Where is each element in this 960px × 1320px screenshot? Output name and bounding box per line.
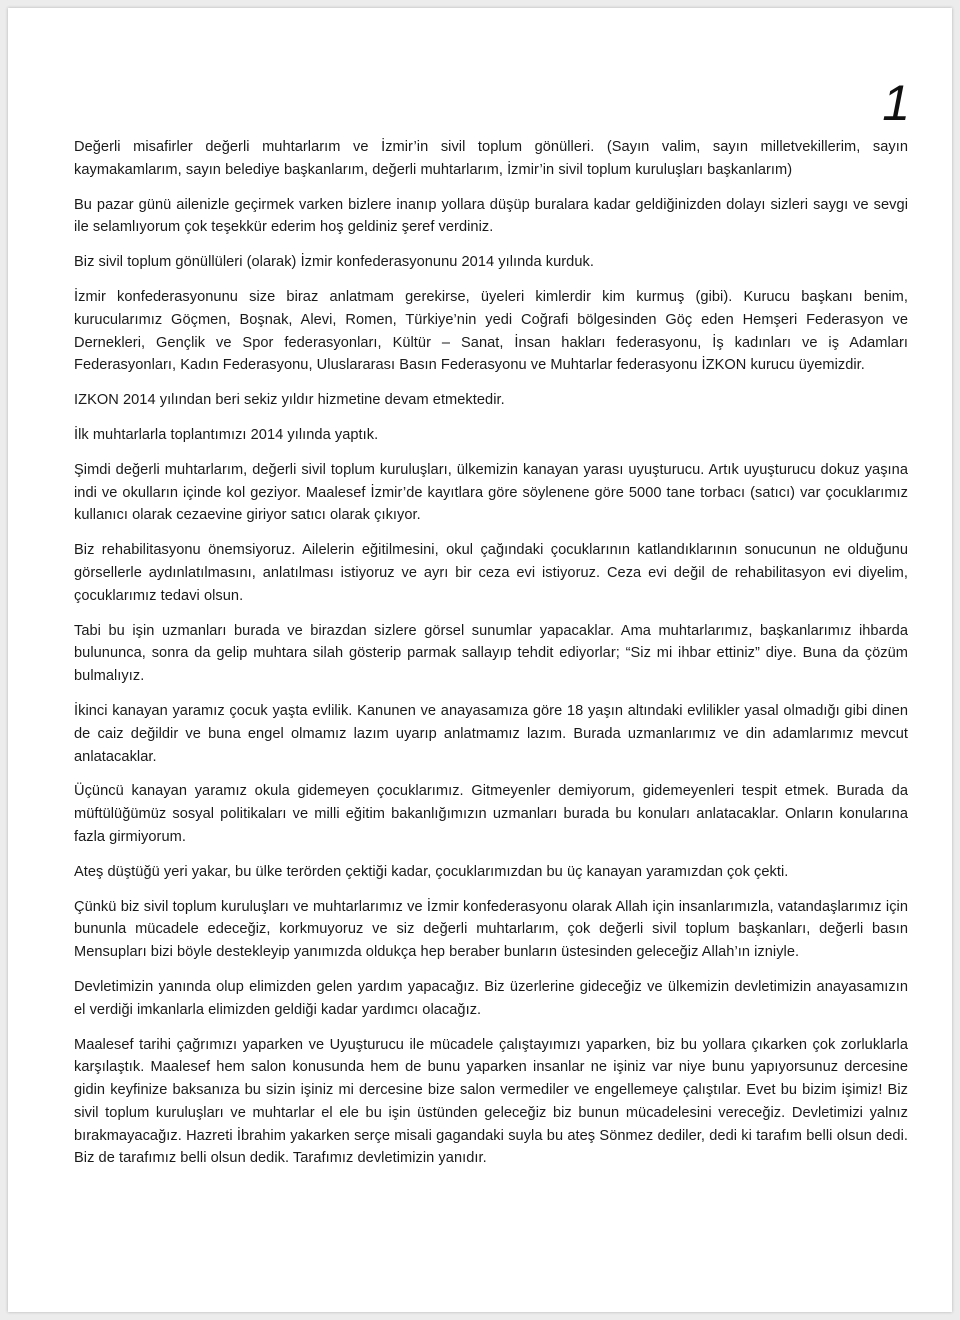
paragraph: İkinci kanayan yaramız çocuk yaşta evlilik. Kanunen ve anayasamıza göre 18 yaşın altındaki evlilikler yasal olmadığı gibi dinen de caiz değildir ve buna engel olmamız lazım uyarıp anlatmamız lazım. Burada uzmanlarımız ve din adamlarımız mevcut anlatacaklar. — [74, 702, 908, 765]
paragraph: Biz rehabilitasyonu önemsiyoruz. Ailelerin eğitilmesini, okul çağındaki çocuklarının katlandıklarının sonucunun ne olduğunu görsellerle aydınlatılmasını, anlatılması istiyoruz ve ayrı bir ceza evi istiyoruz. Ceza evi değil de rehabilitasyon evi diyelim, çocuklarımız tedavi olsun. — [74, 542, 908, 604]
paragraph: IZKON 2014 yılından beri sekiz yıldır hizmetine devam etmektedir. — [74, 392, 505, 409]
paragraph: Devletimizin yanında olup elimizden gelen yardım yapacağız. Biz üzerlerine gideceğiz ve ülkemizin devletimizin anayasamızın el verdiği imkanlarla elimizden geldiği kadar yardımcı olacağız. — [74, 978, 908, 1018]
page-number: 1 — [882, 75, 910, 131]
paragraph: Tabi bu işin uzmanları burada ve birazdan sizlere görsel sunumlar yapacaklar. Ama muhtarlarımız, başkanlarımız ihbarda bulununca, sonra da gelip muhtara silah gösterip parmak sallayıp tehdit ediyorlar; “Siz mi ihbar ettiniz” diye. Buna da çözüm bulmalıyız. — [74, 622, 908, 685]
paragraph: İlk muhtarlarla toplantımızı 2014 yılında yaptık. — [74, 426, 379, 443]
paragraph: Ateş düştüğü yeri yakar, bu ülke terörden çektiği kadar, çocuklarımızdan bu üç kanayan yaramızdan çok çekti. — [74, 863, 789, 880]
paragraph: İzmir konfederasyonunu size biraz anlatmam gerekirse, üyeleri kimlerdir kim kurmuş (gibi). Kurucu başkanı benim, kurucularımız Göçmen, Boşnak, Alevi, Romen, Türkiye’nin yedi Coğrafi bölgesinden Göç eden Hemşeri Federasyon ve Dernekleri, Gençlik ve Spor federasyonları, Kültür – Sanat, İnsan hakları federasyonu, İş kadınları ve iş Adamları Federasyonları, Kadın Federasyonu, Uluslararası Basın Federasyonu ve Muhtarlar federasyonu İZKON kurucu üyemizdir. — [74, 288, 908, 374]
paragraph: Çünkü biz sivil toplum kuruluşları ve muhtarlarımız ve İzmir konfederasyonu olarak Allah için insanlarımızla, vatandaşlarımız için bununla mücadele edeceğiz, korkmuyoruz ve siz değerli muhtarlarım, çok değerli sivil toplum başkanları, değerli basın Mensupları bizi böyle destekleyip yanımızda oldukça hep beraber bunların üstesinden geleceğiz Allah’ın izniyle. — [74, 898, 908, 961]
paragraph: Bu pazar günü ailenizle geçirmek varken bizlere inanıp yollara düşüp buralara kadar geldiğinizden dolayı sizleri saygı ve sevgi ile selamlıyorum çok teşekkür ederim hoş geldiniz şeref verdiniz. — [74, 196, 908, 236]
paragraph: Şimdi değerli muhtarlarım, değerli sivil toplum kuruluşları, ülkemizin kanayan yarası uyuşturucu. Artık uyuşturucu dokuz yaşına indi ve okulların içinde kol geziyor. Maalesef İzmir’de kayıtlara göre söylenene göre 5000 tane torbacı (satıcı) var çocuklarımız kullanıcı olarak cezaevine giriyor satıcı olarak çıkıyor. — [74, 461, 908, 524]
paragraph: Maalesef tarihi çağrımızı yaparken ve Uyuşturucu ile mücadele çalıştayımızı yaparken, biz bu yollara çıkarken çok zorluklarla karşılaştık. Maalesef hem salon konusunda hem de bunu yaparken insanlar ne işiniz var niye bunu yapıyorsunuz dercesine gidin keyfinize baksanıza bu sizin işiniz mi dercesine bize salon vermediler ve engellemeye çalıştılar. Evet bu bizim işimiz! Biz sivil toplum kuruluşları ve muhtarlar el ele bu işin üstünden geleceğiz biz bunun mücadelesini vereceğiz. Devletimizi yalnız bırakmayacağız. Hazreti İbrahim yakarken serçe misali gagandaki suyla bu ateş Sönmez dediler, dedi ki tarafım belli olsun dedi. Biz de tarafımız belli olsun dedik. Tarafımız devletimizin yanıdır. — [74, 1036, 908, 1167]
paragraph: Biz sivil toplum gönüllüleri (olarak) İzmir konfederasyonunu 2014 yılında kurduk. — [74, 254, 594, 271]
document-page — [8, 8, 952, 1312]
paragraph: Değerli misafirler değerli muhtarlarım ve İzmir’in sivil toplum gönülleri. (Sayın valim, sayın milletvekillerim, sayın kaymakamlarım, sayın belediye başkanlarım, değerli muhtarlarım, İzmir’in sivil toplum kuruluşları başkanlarım) — [74, 139, 908, 178]
paragraph: Üçüncü kanayan yaramız okula gidemeyen çocuklarımız. Gitmeyenler demiyorum, gidemeyenleri tespit etmek. Burada da müftülüğümüz sosyal politikaları ve milli eğitim bakanlığımızın uzmanları burada bu konuları anlatacaklar. Onların konularına fazla girmiyorum. — [74, 783, 908, 845]
document-body — [74, 136, 908, 1182]
